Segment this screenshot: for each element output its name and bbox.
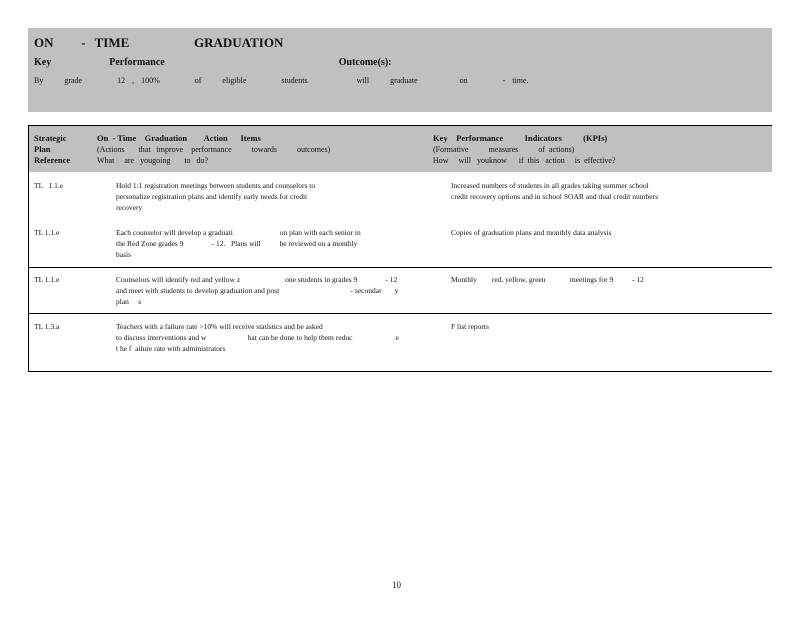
key-performance-outcome-label: Key Performance Outcome(s): xyxy=(34,57,392,68)
row-1-action-line-3: recovery xyxy=(116,203,143,212)
column-action-subtitle: (Actions that improve performance towards outcomes) xyxy=(97,145,331,154)
section-title: ON - TIME GRADUATION xyxy=(34,35,284,50)
column-kpi-subtitle: (Formative measures of actions) xyxy=(433,145,575,154)
table-header-row xyxy=(29,126,772,172)
row-4-action-line-2: to discuss interventions and w hat can be done to help them reduc e xyxy=(116,333,399,342)
column-action-question: What are yougoing to do? xyxy=(97,156,209,165)
page-number: 10 xyxy=(392,580,401,590)
row-3-action-line-3: plan s xyxy=(116,297,142,306)
row-divider xyxy=(29,267,772,268)
row-3-action-line-2: and meet with students to develop graduation and post - secondar y xyxy=(116,286,399,295)
column-ref-line-2: Plan xyxy=(34,144,51,154)
row-2-ref: TL 1.1.e xyxy=(34,228,60,237)
action-items-table xyxy=(28,125,772,372)
column-ref-line-1: Strategic xyxy=(34,133,67,143)
row-1-ref: TL 1.1.e xyxy=(34,181,64,190)
row-2-action-line-1: Each counselor will develop a graduati on plan with each senior in xyxy=(116,228,361,237)
row-2-action-line-2: the Red Zone grades 9 - 12. Plans will be reviewed on a monthly xyxy=(116,239,358,248)
row-1-action-line-2: personalize registration plans and identify early needs for credit xyxy=(116,192,308,201)
key-performance-outcome-text: By grade 12 , 100% of eligible students will graduate on - time. xyxy=(34,76,529,85)
section-header-box xyxy=(28,28,772,112)
row-divider xyxy=(29,313,772,314)
column-kpi-title: Key Performance Indicators (KPIs) xyxy=(433,133,608,143)
column-action-title: On - Time Graduation Action Items xyxy=(97,133,261,143)
column-kpi-question: How will youknow if this action is effective? xyxy=(433,156,616,165)
row-2-action-line-3: basis xyxy=(116,250,131,259)
row-3-kpi-line-1: Monthly red, yellow, green meetings for 9 - 12 xyxy=(451,275,644,284)
row-4-action-line-1: Teachers with a failure rate >10% will receive statistics and be asked xyxy=(116,322,323,331)
column-ref-line-3: Reference xyxy=(34,155,71,165)
row-1-kpi-line-1: Increased numbers of students in all grades taking summer school xyxy=(451,181,649,190)
row-4-ref: TL 1.3.a xyxy=(34,322,60,331)
row-4-action-line-3: t he f ailure rate with administrators xyxy=(116,344,226,353)
row-2-kpi-line-1: Copies of graduation plans and monthly data analysis xyxy=(451,228,612,237)
row-3-ref: TL 1.1.e xyxy=(34,275,60,284)
row-4-kpi-line-1: F list reports xyxy=(451,322,489,331)
row-1-kpi-line-2: credit recovery options and in school SOAR and dual credit numbers xyxy=(451,192,659,201)
row-3-action-line-1: Counselors will identify red and yellow z one students in grades 9 - 12 xyxy=(116,275,398,284)
row-1-action-line-1: Hold 1:1 registration meetings between students and counselors to xyxy=(116,181,316,190)
